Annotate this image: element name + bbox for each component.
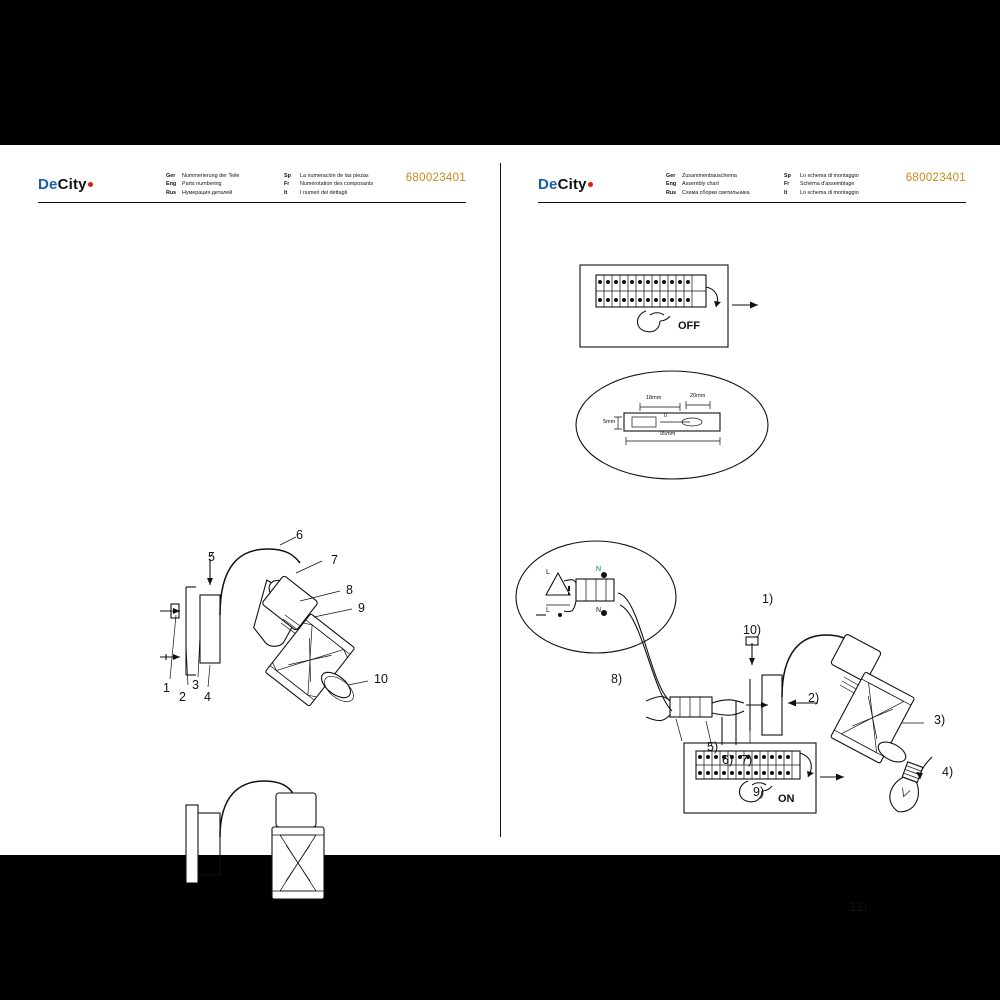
lang-text: Schéma d'assemblage — [800, 181, 855, 188]
brand-city: City — [557, 176, 587, 193]
lang-code: Rus — [166, 189, 177, 196]
left-article-code: 680023401 — [405, 172, 466, 184]
lang-text: Parts numbering — [182, 181, 222, 188]
lang-text: Lo schema di montaggio — [800, 173, 859, 179]
lang-text: I numeri dei dettagli — [300, 189, 348, 196]
step-9: 9) — [753, 785, 765, 799]
callout-5: 5 — [208, 550, 215, 564]
lang-code: Ger — [166, 173, 176, 179]
lang-code: Fr — [284, 181, 290, 188]
lang-code: Rus — [666, 189, 677, 196]
lang-text: Схема сборки светильника — [682, 189, 750, 196]
step-7: 7) — [741, 753, 753, 767]
callout-7: 7 — [331, 553, 338, 567]
lang-text: La numeración de las piezas — [300, 173, 369, 179]
left-page — [0, 145, 500, 855]
step-2: 2) — [808, 691, 820, 705]
step-6: 6) — [722, 753, 734, 767]
right-article-code: 680023401 — [905, 172, 966, 184]
step-1: 1) — [762, 592, 774, 606]
terminal-neutral-bottom: N — [596, 607, 602, 614]
lang-text: Numérotation des composants — [300, 181, 374, 188]
lang-code: Sp — [784, 173, 791, 179]
callout-4: 4 — [204, 690, 211, 704]
brand-city: City — [57, 176, 87, 193]
step-5: 5) — [707, 740, 719, 754]
callout-8: 8 — [346, 583, 353, 597]
lang-text: Assembly chart — [682, 181, 719, 188]
step-11: 11) — [850, 900, 868, 914]
callout-9: 9 — [358, 601, 365, 615]
step-10: 10) — [743, 623, 762, 637]
callout-2: 2 — [179, 690, 186, 704]
lang-code: Sp — [284, 173, 291, 179]
lang-code: Ger — [666, 173, 676, 179]
callout-10: 10 — [374, 672, 388, 686]
brand-de: De — [38, 176, 58, 193]
parts-diagram — [0, 145, 500, 855]
terminal-live-bottom: L — [546, 607, 550, 614]
dimension-95mm: 95mm — [660, 431, 676, 437]
step-3: 3) — [934, 713, 946, 727]
lang-code: Fr — [784, 181, 790, 188]
callout-6: 6 — [296, 528, 303, 542]
dimension-zero: 0 — [664, 413, 668, 419]
lang-code: It — [784, 189, 788, 196]
dimension-18mm: 18mm — [646, 395, 662, 401]
instruction-sheet — [0, 145, 1000, 914]
page-divider — [500, 163, 501, 837]
lang-text: Lo schema di montaggio — [800, 189, 859, 196]
lang-text: Нумерация деталей — [182, 189, 233, 196]
switch-off-label: OFF — [678, 320, 700, 332]
step-8: 8) — [611, 672, 623, 686]
switch-on-label: ON — [778, 793, 795, 805]
terminal-neutral-top: N — [596, 566, 602, 573]
assembly-diagram — [500, 145, 1000, 855]
step-4: 4) — [942, 765, 954, 779]
brand-de: De — [538, 176, 558, 193]
dimension-20mm: 20mm — [690, 393, 706, 399]
lang-text: Nummerierung der Teile — [182, 173, 240, 179]
lang-code: It — [284, 189, 288, 196]
callout-1: 1 — [163, 681, 170, 695]
right-page — [500, 145, 1000, 914]
lang-code: Eng — [166, 181, 177, 188]
lang-text: Zusammenbauschema — [682, 173, 737, 179]
dimension-5mm: 5mm — [603, 419, 616, 425]
callout-3: 3 — [192, 678, 199, 692]
terminal-live-top: L — [546, 569, 550, 576]
lang-code: Eng — [666, 181, 677, 188]
